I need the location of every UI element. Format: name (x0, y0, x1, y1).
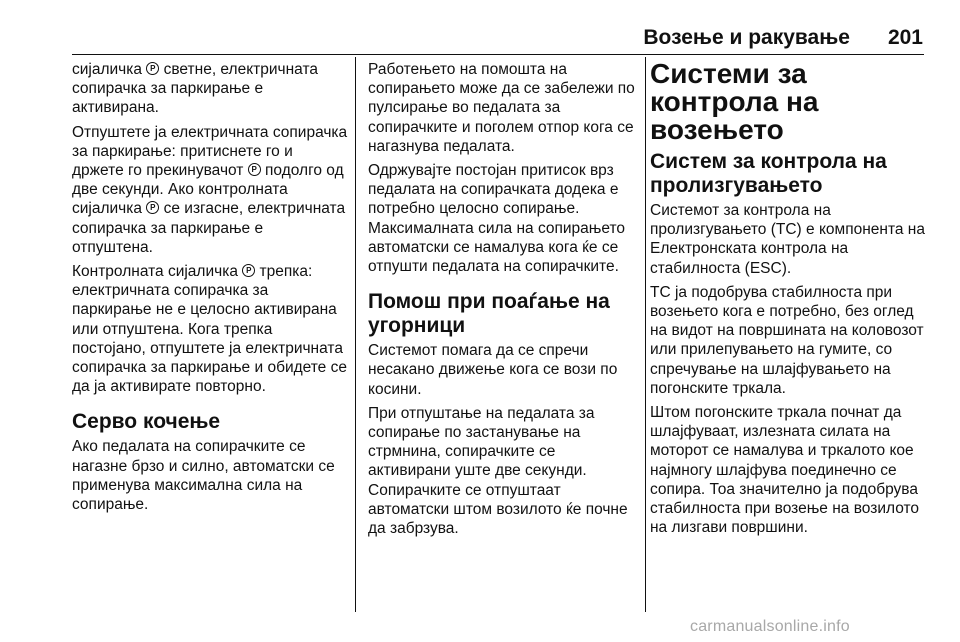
column-1 (72, 60, 348, 519)
paragraph: Штом погонските тркала почнат да шлајфуваат, излезната силата на моторот се намалува и тркалото кое најмногу шлајфува поединечно се сопира. Тоа значително ја подобрува стабилноста при возење на возилото на лизгави површини. (650, 404, 920, 537)
paragraph: Ако педалата на сопирачките се нагазне брзо и силно, автоматски се применува максимална сила на сопирање. (72, 438, 335, 514)
parking-brake-icon (248, 163, 261, 176)
column-3 (650, 60, 926, 542)
paragraph: Отпуштете ја електричната сопирачка за паркирање: притиснете го и држете го прекинувачот P подолго од две секунди. Ако контролната сијаличка P се изгасне, електричната сопирачка за паркирање е отпуштена. (72, 123, 348, 257)
section-heading: Серво кочење (72, 410, 221, 434)
column-2 (368, 60, 638, 543)
page-number: 201 (887, 26, 923, 49)
section-title: Возење и ракување (643, 26, 850, 49)
column-divider-1 (355, 57, 356, 612)
watermark: carmanualsonline.info (690, 618, 850, 635)
page-header (640, 26, 923, 52)
header-divider (72, 54, 924, 55)
parking-brake-icon (146, 201, 159, 214)
section-heading: Помош при поаѓање на угорници (368, 290, 610, 338)
parking-brake-icon (146, 62, 159, 75)
paragraph: Работењето на помошта на сопирањето може да се забележи по пулсирање во педалата за сопирачките и поголем отпор кога се нагазнува педалата. (368, 61, 635, 155)
paragraph: При отпуштање на педалата за сопирање по застанување на стрмнина, сопирачките се активирани уште две секунди. Сопирачките се отпуштаат автоматски штом возилото ќе почне да забрзува. (368, 404, 628, 538)
paragraph: Одржувајте постојан притисок врз педалата на сопирачката додека е потребно целосно сопирање. Максималната сила на сопирањето автоматски се намалува кога ќе се отпушти педалата на сопирачките. (368, 162, 626, 276)
parking-brake-icon (242, 264, 255, 277)
column-divider-2 (645, 57, 646, 612)
paragraph: Системот помага да се спречи несакано движење кога се вози по косини. (368, 342, 618, 398)
paragraph: TC ја подобрува стабилноста при возењето кога е потребно, без оглед на видот на површината на коловозот или прилепувањето на гумите, со спречување на шлајфувањето на погонските тркала. (650, 283, 924, 397)
paragraph: Системот за контрола на пролизгувањето (TC) е компонента на Електронската контрола на стабилноста (ESC). (650, 202, 925, 277)
section-heading: Систем за контрола на пролизгувањето (650, 150, 887, 197)
chapter-heading: Системи за контрола на возењето (650, 58, 819, 145)
paragraph: сијаличка P светне, електричната сопирачка за паркирање е активирана. (72, 60, 348, 118)
paragraph: Контролната сијаличка P трепка: електричната сопирачка за паркирање не е целосно активирана или отпуштена. Кога трепка постојано, отпуштете ја електричната сопирачка за паркирање и обидете се да ја активирате повторно. (72, 262, 348, 396)
